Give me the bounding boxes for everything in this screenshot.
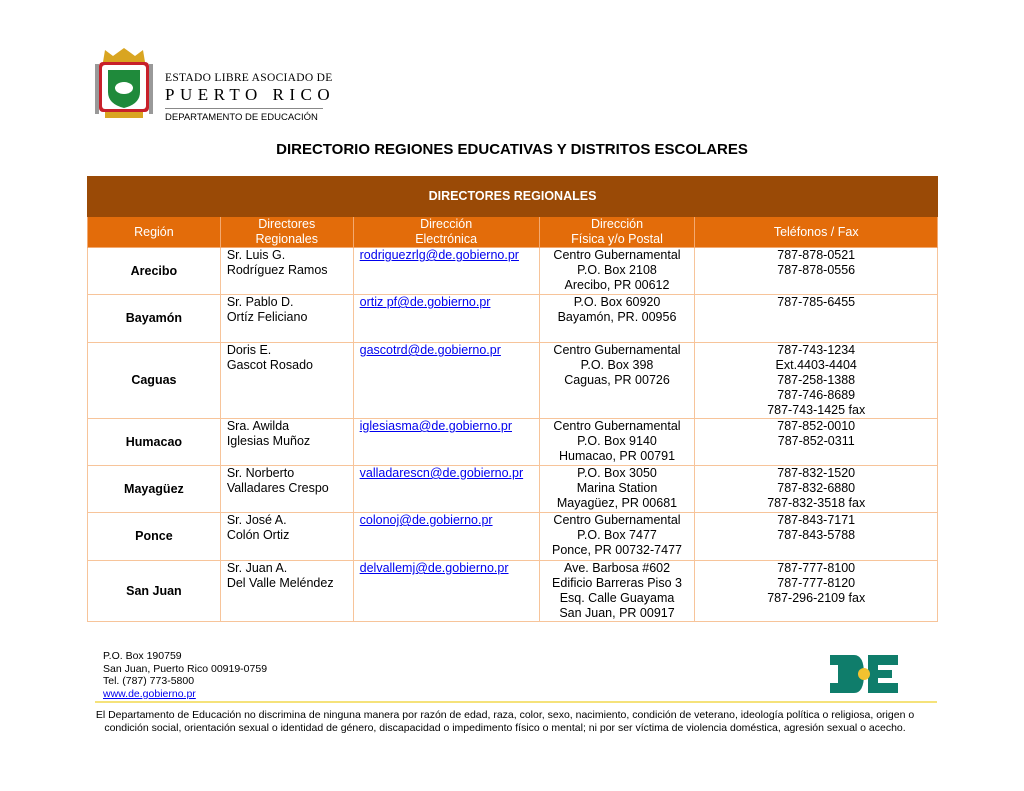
address-cell (539, 295, 695, 343)
page-title: DIRECTORIO REGIONES EDUCATIVAS Y DISTRITOS ESCOLARES (276, 141, 748, 158)
phones-cell (695, 248, 938, 295)
email-cell (353, 419, 539, 466)
director-line: Sr. Pablo D. (226, 295, 294, 309)
address-cell (539, 561, 695, 622)
phone-line: 787-258-1388 (777, 373, 856, 387)
phones-cell (695, 561, 938, 622)
email-cell (353, 295, 539, 343)
phone-line: 787-878-0556 (777, 263, 856, 277)
column-header-line: Directores (258, 217, 316, 231)
phone-line: 787-785-6455 (777, 295, 856, 309)
phone-line: 787-746-8689 (777, 388, 856, 402)
footer-address (103, 650, 267, 700)
col-phones-header (695, 217, 938, 248)
address-line: Esq. Calle Guayama (559, 591, 675, 605)
phone-line: Ext.4403-4404 (775, 358, 857, 372)
email-cell (353, 561, 539, 622)
table-row (88, 295, 938, 343)
phones-cell (695, 513, 938, 561)
footer-divider (95, 701, 937, 703)
table-row (88, 248, 938, 295)
address-line: Humacao, PR 00791 (558, 449, 676, 463)
region-cell: Bayamón (88, 295, 221, 343)
col-directors-header (220, 217, 353, 248)
director-line: Valladares Crespo (226, 481, 329, 495)
column-header-line: Regionales (255, 232, 318, 246)
phone-line: 787-743-1425 fax (767, 403, 866, 417)
phone-line: 787-832-3518 fax (767, 496, 866, 510)
address-line: P.O. Box 7477 (577, 528, 657, 542)
address-line: San Juan, PR 00917 (559, 606, 675, 620)
phone-line: 787-777-8120 (777, 576, 856, 590)
director-line: Sr. Juan A. (226, 561, 288, 575)
email-link[interactable]: colonoj@de.gobierno.pr (359, 513, 493, 527)
column-header-line: Región (134, 224, 174, 239)
address-cell (539, 419, 695, 466)
email-cell (353, 343, 539, 419)
phone-line: 787-832-1520 (777, 466, 856, 480)
email-link[interactable]: iglesiasma@de.gobierno.pr (359, 419, 512, 433)
org-line-3: DEPARTAMENTO DE EDUCACIÓN (165, 112, 318, 123)
col-region-header (88, 217, 221, 248)
phone-line: 787-743-1234 (777, 343, 856, 357)
table-row (88, 561, 938, 622)
footer-phone: Tel. (787) 773-5800 (103, 675, 195, 687)
phone-line: 787-852-0311 (777, 434, 855, 448)
column-header-line: Dirección (590, 217, 644, 231)
director-line: Iglesias Muñoz (226, 434, 311, 448)
region-cell: Caguas (88, 343, 221, 419)
email-link[interactable]: valladarescn@de.gobierno.pr (359, 466, 524, 480)
director-line: Rodríguez Ramos (226, 263, 328, 277)
address-line: Centro Gubernamental (553, 419, 681, 433)
phones-cell (695, 466, 938, 513)
director-cell (220, 248, 353, 295)
address-line: P.O. Box 60920 (573, 295, 661, 309)
phones-cell (695, 419, 938, 466)
email-link[interactable]: delvallemj@de.gobierno.pr (359, 561, 509, 575)
email-link[interactable]: rodriguezrlg@de.gobierno.pr (359, 248, 519, 262)
footer-po-box: P.O. Box 190759 (103, 650, 182, 662)
region-cell: Humacao (88, 419, 221, 466)
email-link[interactable]: gascotrd@de.gobierno.pr (359, 343, 501, 357)
address-line: P.O. Box 3050 (577, 466, 657, 480)
table-row (88, 419, 938, 466)
director-line: Sra. Awilda (226, 419, 290, 433)
col-address-header (539, 217, 695, 248)
org-line-2: PUERTO RICO (165, 85, 336, 104)
director-line: Sr. Luis G. (226, 248, 286, 262)
address-line: P.O. Box 2108 (577, 263, 657, 277)
email-cell (353, 248, 539, 295)
column-header-line: Electrónica (415, 232, 478, 246)
phone-line: 787-878-0521 (777, 248, 856, 262)
address-line: P.O. Box 398 (580, 358, 654, 372)
address-line: Ave. Barbosa #602 (563, 561, 671, 575)
section-header: DIRECTORES REGIONALES (88, 177, 938, 217)
directory-table (87, 176, 938, 622)
director-line: Ortíz Feliciano (226, 310, 308, 324)
phones-cell (695, 295, 938, 343)
region-cell: San Juan (88, 561, 221, 622)
director-line: Sr. Norberto (226, 466, 295, 480)
director-line: Del Valle Meléndez (226, 576, 334, 590)
director-cell (220, 513, 353, 561)
table-row (88, 343, 938, 419)
phone-line: 787-777-8100 (777, 561, 856, 575)
address-cell (539, 248, 695, 295)
director-cell (220, 419, 353, 466)
phone-line: 787-296-2109 fax (767, 591, 866, 605)
director-cell (220, 466, 353, 513)
organization-name (165, 72, 335, 123)
phone-line: 787-852-0010 (777, 419, 856, 433)
address-cell (539, 513, 695, 561)
divider (165, 108, 323, 109)
director-line: Doris E. (226, 343, 272, 357)
footer-city: San Juan, Puerto Rico 00919-0759 (103, 662, 268, 675)
address-line: Caguas, PR 00726 (564, 373, 670, 387)
address-line: Centro Gubernamental (553, 343, 681, 357)
director-line: Sr. José A. (226, 513, 287, 527)
column-header-line: Física y/o Postal (571, 232, 663, 246)
phones-cell (695, 343, 938, 419)
director-line: Colón Ortiz (226, 528, 290, 542)
address-line: Bayamón, PR. 00956 (557, 310, 677, 324)
address-line: P.O. Box 9140 (577, 434, 657, 448)
address-line: Ponce, PR 00732-7477 (552, 543, 682, 557)
address-line: Centro Gubernamental (553, 513, 681, 527)
email-cell (353, 513, 539, 561)
director-cell (220, 343, 353, 419)
coat-of-arms-logo (93, 46, 155, 122)
table-row (88, 466, 938, 513)
address-line: Edificio Barreras Piso 3 (552, 576, 682, 590)
address-line: Mayagüez, PR 00681 (556, 496, 678, 510)
email-link[interactable]: ortiz pf@de.gobierno.pr (359, 295, 491, 309)
address-line: Arecibo, PR 00612 (564, 278, 670, 292)
address-line: Marina Station (576, 481, 658, 495)
website-link[interactable]: www.de.gobierno.pr (103, 687, 196, 700)
address-line: Centro Gubernamental (553, 248, 681, 262)
column-header-line: Dirección (420, 217, 473, 231)
disclaimer: El Departamento de Educación no discrimina de ninguna manera por razón de edad, raza, color, sexo, nacimiento, condición de veterano, ideología política o religiosa, origen o condición social, orientación sexual o identidad de género, discapacidad o impedimento físico o mental; ni por ser víctima de violencia doméstica, agresión sexual o acecho. (95, 709, 915, 734)
address-cell (539, 343, 695, 419)
address-cell (539, 466, 695, 513)
email-cell (353, 466, 539, 513)
de-logo (828, 653, 900, 695)
column-header-line: Teléfonos / Fax (773, 224, 859, 239)
phone-line: 787-843-7171 (777, 513, 856, 527)
phone-line: 787-832-6880 (777, 481, 856, 495)
region-cell: Arecibo (88, 248, 221, 295)
director-cell (220, 295, 353, 343)
phone-line: 787-843-5788 (777, 528, 856, 542)
region-cell: Ponce (88, 513, 221, 561)
director-line: Gascot Rosado (226, 358, 313, 372)
table-row (88, 513, 938, 561)
director-cell (220, 561, 353, 622)
org-line-1: ESTADO LIBRE ASOCIADO DE (165, 72, 333, 84)
col-email-header (353, 217, 539, 248)
region-cell: Mayagüez (88, 466, 221, 513)
